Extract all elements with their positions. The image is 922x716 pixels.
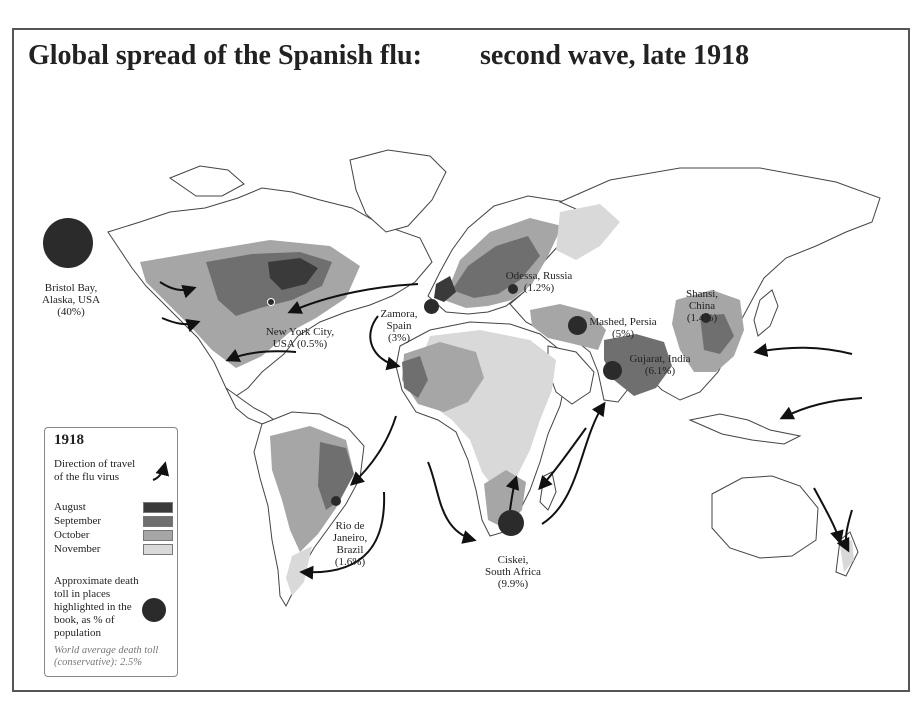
label-mashed: Mashed, Persia (5%) [589,316,657,340]
label-gujarat: Gujarat, India (6.1%) [629,353,691,377]
arrow-to-japan [756,348,852,354]
legend-swatch-november [143,544,173,555]
map-subtitle: second wave, late 1918 [480,40,750,71]
legend-swatch-october [143,530,173,541]
australia [712,476,818,558]
label-bristol-bay: Bristol Bay, Alaska, USA (40%) [41,282,101,318]
legend-year: 1918 [54,432,84,448]
japan [754,290,778,336]
legend-arrow-icon [149,458,173,484]
toll-dot-rio-de-janeiro-brazil [331,496,341,506]
legend-month-september: September [54,515,102,527]
southeast-asia-islands [690,414,800,444]
legend-direction-label: Direction of travel of the flu virus [54,458,136,483]
label-odessa: Odessa, Russia (1.2%) [505,270,573,294]
label-shansi: Shansi, China (1.4%) [685,288,719,324]
label-rio-de-janeiro: Rio de Janeiro, Brazil (1.6%) [332,520,368,568]
legend-month-november: November [54,543,101,555]
label-new-york-city: New York City, USA (0.5%) [265,326,335,350]
legend-swatch-september [143,516,173,527]
arrow-to-southeast-asia [782,398,862,418]
arctic-islands [170,166,244,196]
legend-month-october: October [54,529,90,541]
legend-toll-dot [142,598,166,622]
central-america [226,388,274,424]
label-zamora: Zamora, Spain (3%) [380,308,418,344]
toll-dot-ciskei-south-africa [498,510,524,536]
map-title: Global spread of the Spanish flu: [28,40,422,71]
legend-toll-label: Approximate death toll in places highlighted in the book, as % of population [54,575,139,639]
toll-dot-new-york-city-usa [267,298,275,306]
map-legend [44,427,178,677]
label-ciskei: Ciskei, South Africa (9.9%) [485,554,541,590]
legend-month-august: August [54,501,86,513]
toll-dot-bristol-bay-alaska-usa [43,218,93,268]
legend-world-average: World average death toll (conservative): 2.5% [54,645,159,668]
legend-swatch-august [143,502,173,513]
arrow-west-africa-to-cape [428,462,474,540]
